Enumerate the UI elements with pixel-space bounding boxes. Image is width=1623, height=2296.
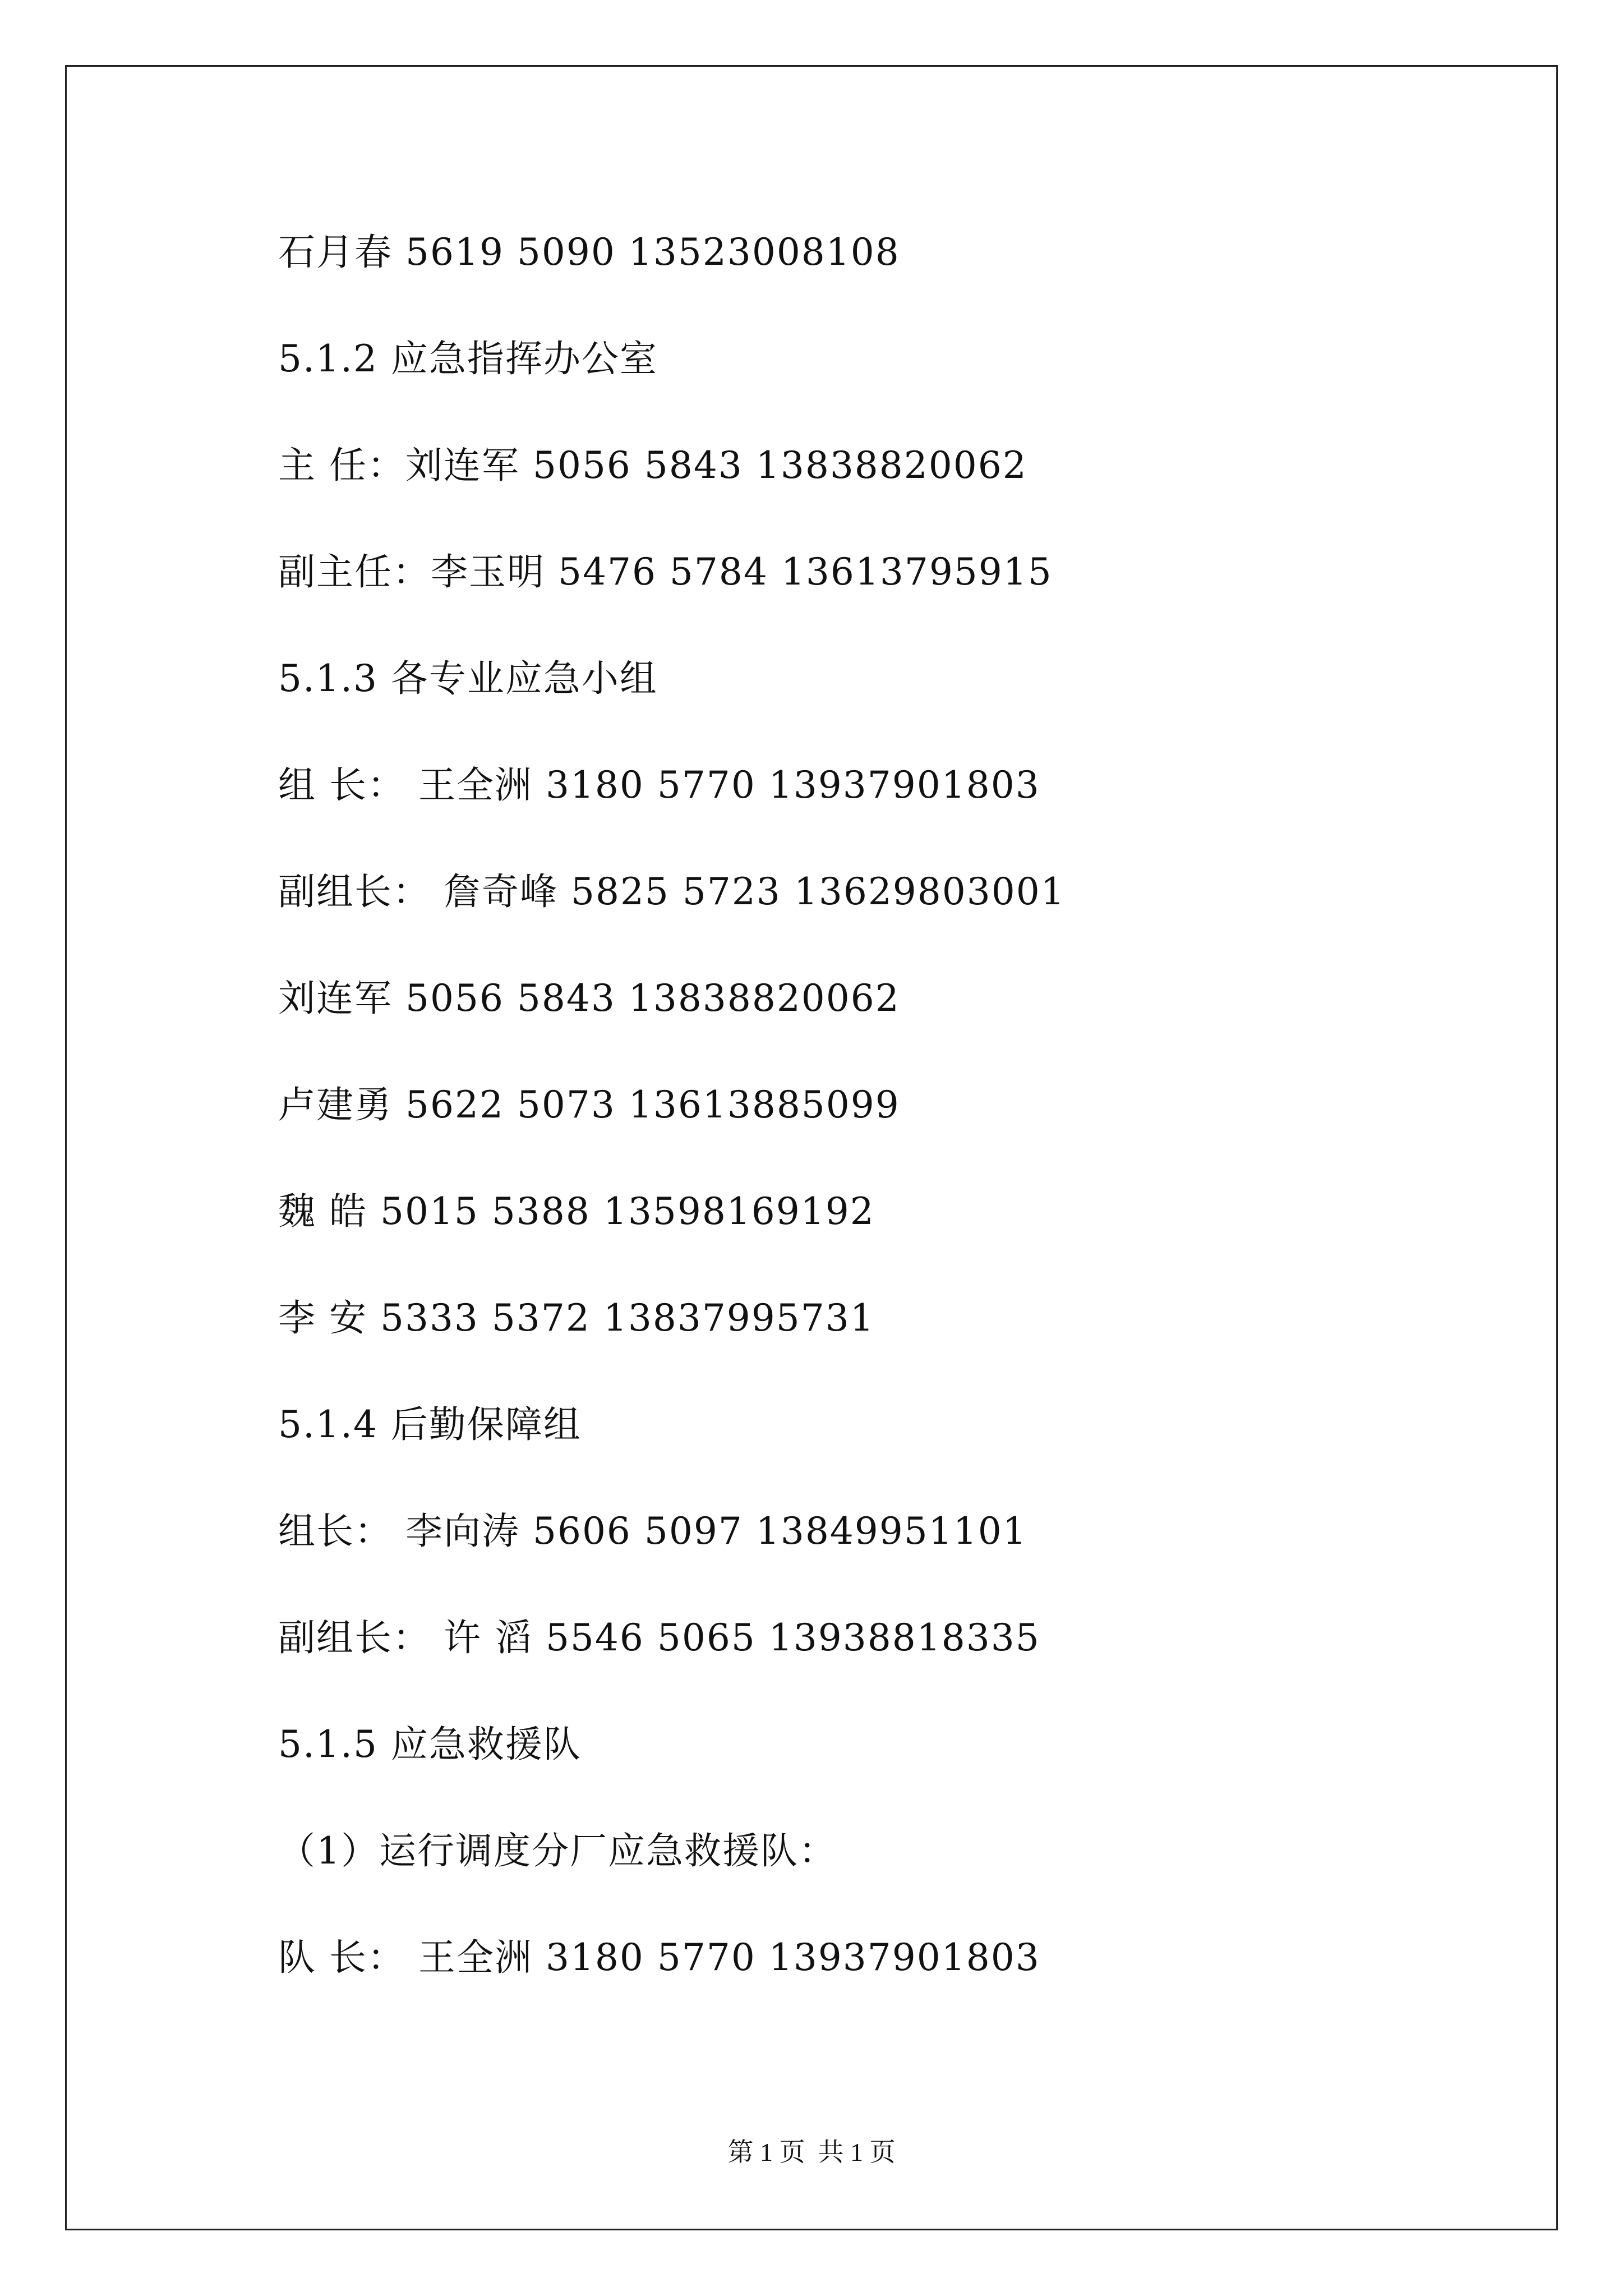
contact-line: 刘连军 5056 5843 13838820062 xyxy=(278,977,900,1020)
document-body xyxy=(278,222,1066,2033)
contact-line: 组长： 李向涛 5606 5097 13849951101 xyxy=(278,1510,1027,1553)
section-heading: 5.1.4 后勤保障组 xyxy=(278,1403,582,1446)
page-footer: 第 1 页 共 1 页 xyxy=(727,2138,896,2166)
contact-line: 魏 皓 5015 5388 13598169192 xyxy=(278,1190,875,1233)
contact-line: 副主任：李玉明 5476 5784 13613795915 xyxy=(278,550,1053,593)
contact-line: 副组长： 詹奇峰 5825 5723 13629803001 xyxy=(278,870,1066,913)
section-heading: 5.1.3 各专业应急小组 xyxy=(278,657,658,700)
section-heading: 5.1.5 应急救援队 xyxy=(278,1723,582,1766)
section-heading: 5.1.2 应急指挥办公室 xyxy=(278,337,658,380)
contact-line: 队 长： 王全洲 3180 5770 13937901803 xyxy=(278,1936,1040,1979)
contact-line: 组 长： 王全洲 3180 5770 13937901803 xyxy=(278,763,1040,807)
contact-line: 副组长： 许 滔 5546 5065 13938818335 xyxy=(278,1616,1040,1659)
subsection-heading: （1）运行调度分厂应急救援队： xyxy=(278,1829,837,1872)
contact-line: 李 安 5333 5372 13837995731 xyxy=(278,1296,875,1340)
contact-line: 石月春 5619 5090 13523008108 xyxy=(278,231,900,274)
contact-line: 卢建勇 5622 5073 13613885099 xyxy=(278,1083,900,1126)
contact-line: 主 任：刘连军 5056 5843 13838820062 xyxy=(278,444,1027,487)
